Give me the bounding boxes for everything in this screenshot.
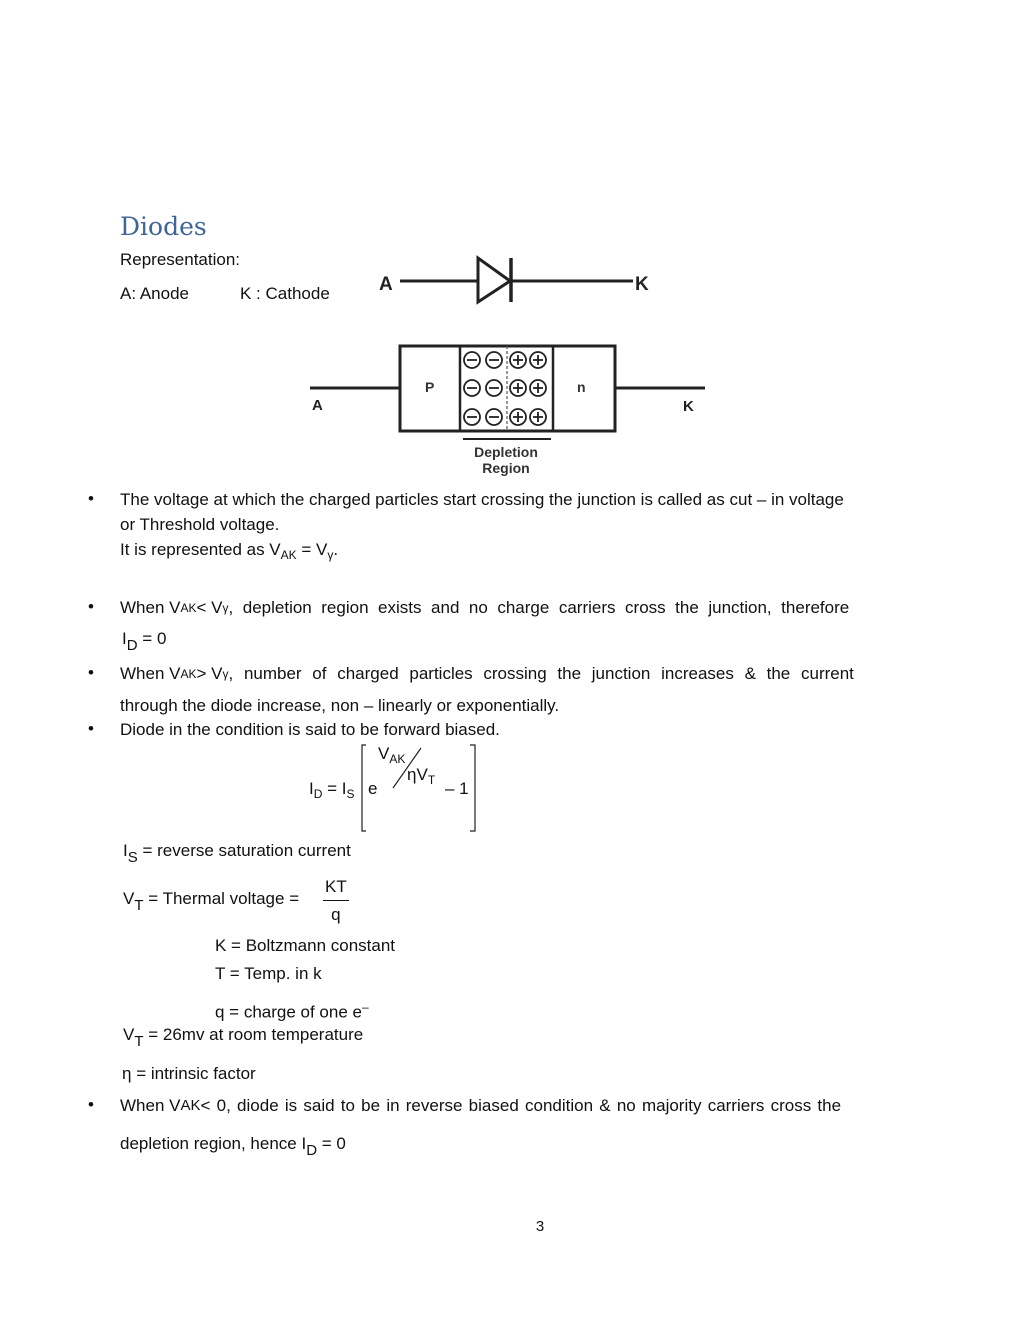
b1-line2: or Threshold voltage.	[120, 515, 280, 534]
page-number: 3	[535, 1218, 545, 1235]
def-eta: η = intrinsic factor	[122, 1064, 256, 1083]
bullet-2-marker: •	[88, 597, 94, 616]
def-q: q = charge of one e–	[215, 1000, 369, 1022]
bullet-4-marker: •	[88, 719, 94, 738]
n-region-label: n	[577, 379, 586, 395]
cathode-label: K : Cathode	[240, 284, 330, 303]
b4-line1: Diode in the condition is said to be forward biased.	[120, 720, 500, 739]
def-vt-room: $V_T = 26mv$ at room temperature	[123, 1025, 364, 1050]
b5-line2: depletion region, hence $I_D = 0$	[120, 1134, 346, 1159]
b1-line1: The voltage at which the charged particles start crossing the junction is called as cut – in voltage	[120, 490, 844, 509]
kt-over-q-fraction: $\frac{KT}{q}$	[325, 877, 347, 924]
page-title: Diodes	[120, 212, 207, 241]
b2-line2: $I_D = 0$	[122, 629, 167, 654]
anode-label: A: Anode	[120, 284, 190, 303]
bullet-5-marker: •	[88, 1095, 94, 1114]
pn-junction-diagram	[305, 340, 715, 485]
diode-triangle	[478, 258, 510, 302]
p-region-label: P	[425, 379, 435, 395]
bullet-3-marker: •	[88, 663, 94, 682]
def-is: $I_S$ = reverse saturation current	[123, 841, 351, 866]
diode-equation: $I_D = I_S$ e $V_{AK}$ $\eta V_T$ – 1	[300, 740, 500, 835]
b5-line1: When V AK < 0, diode is said to be in reverse biased condition & no majority carriers cross the	[120, 1096, 842, 1115]
def-t: T = Temp. in k	[215, 964, 322, 983]
b3-line2: through the diode increase, non – linearly or exponentially.	[120, 696, 560, 715]
junction-cathode-letter: K	[683, 398, 694, 415]
diode-anode-letter: A	[379, 274, 393, 295]
depletion-label-line1: Depletion	[474, 444, 538, 460]
representation-label: Representation:	[120, 250, 241, 269]
junction-anode-letter: A	[312, 397, 323, 414]
b1-line3: It is represented as $V_{AK} = V_\gamma$.	[120, 540, 339, 562]
def-vt: $V_T$ = Thermal voltage =	[123, 889, 300, 914]
diode-cathode-letter: K	[635, 274, 649, 295]
b2-line1: When V AK < V γ , depletion region exists and no charge carriers cross the junction, therefore	[120, 598, 850, 617]
def-k: K = Boltzmann constant	[215, 936, 396, 955]
b3-line1: When V AK > V γ , number of charged particles crossing the junction increases & the current	[120, 664, 854, 683]
bullet-1-marker: •	[88, 489, 94, 508]
depletion-label-line2: Region	[482, 460, 530, 476]
diode-symbol-figure	[375, 250, 665, 315]
